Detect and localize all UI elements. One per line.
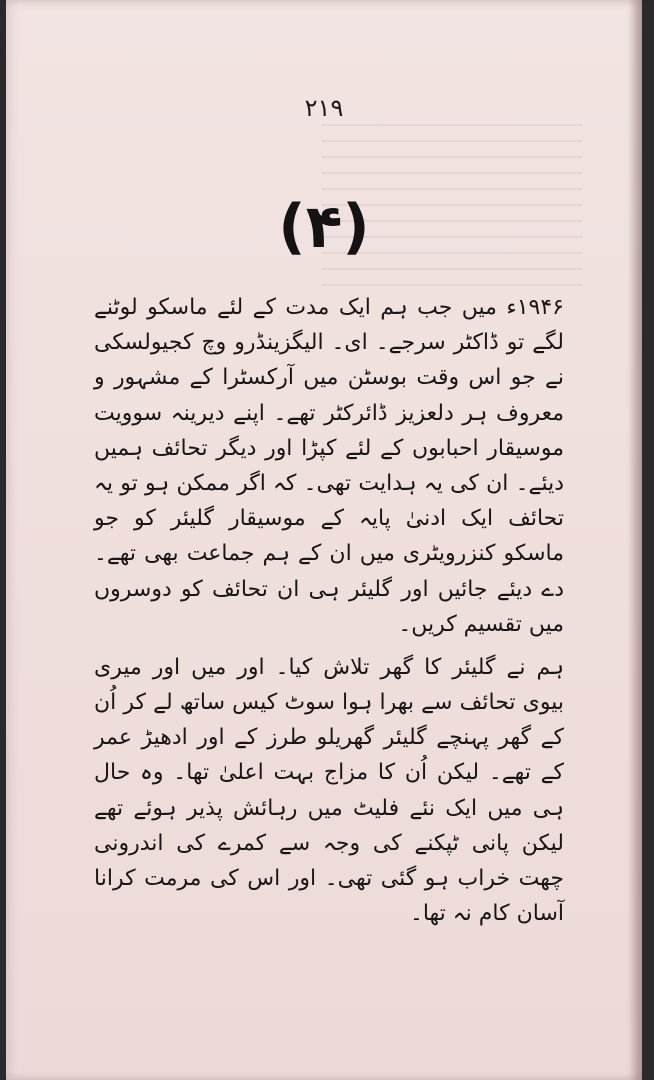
book-page bbox=[6, 0, 642, 1080]
paragraph-2: ہم نے گلیئر کا گھر تلاش کیا۔ اور میں اور میری بیوی تحائف سے بھرا ہوا سوٹ کیس ساتھ لے کر اُن کے گھر پہنچے گلیئر گھریلو طرز کے اور ادھیڑ عمر کے تھے۔ لیکن اُن کا مزاج بہت اعلیٰ تھا۔ وہ حال ہی میں ایک نئے فلیٹ میں رہائش پذیر ہوئے تھے لیکن پانی ٹپکنے کی وجہ سے کمرے کی اندرونی چھت خراب ہو گئی تھی۔ اور اس کی مرمت کرانا آسان کام نہ تھا۔ bbox=[94, 654, 564, 927]
body-text bbox=[94, 290, 564, 939]
chapter-number: (۴) bbox=[278, 192, 370, 262]
page-edge-shadow bbox=[628, 0, 642, 1080]
paragraph-1: ۱۹۴۶ء میں جب ہم ایک مدت کے لئے ماسکو لوٹنے لگے تو ڈاکٹر سرجے۔ ای۔ الیگزینڈرو وچ کجیولسکی نے جو اس وقت بوسٹن میں آرکسٹرا کے مشہور و معروف ہر دلعزیز ڈائرکٹر تھے۔ اپنے دیرینہ سوویت موسیقار احبابوں کے لئے کپڑا اور دیگر تحائف ہمیں دیئے۔ ان کی یہ ہدایت تھی۔ کہ اگر ممکن ہو تو یہ تحائف ایک ادنیٰ پایہ کے موسیقار گلیئر کو جو ماسکو کنزرویٹری میں ان کے ہم جماعت بھی تھے۔ دے دیئے جائیں اور گلیئر ہی ان تحائف کو دوسروں میں تقسیم کریں۔ bbox=[94, 295, 564, 637]
page-number: ۲۱۹ bbox=[304, 94, 344, 122]
